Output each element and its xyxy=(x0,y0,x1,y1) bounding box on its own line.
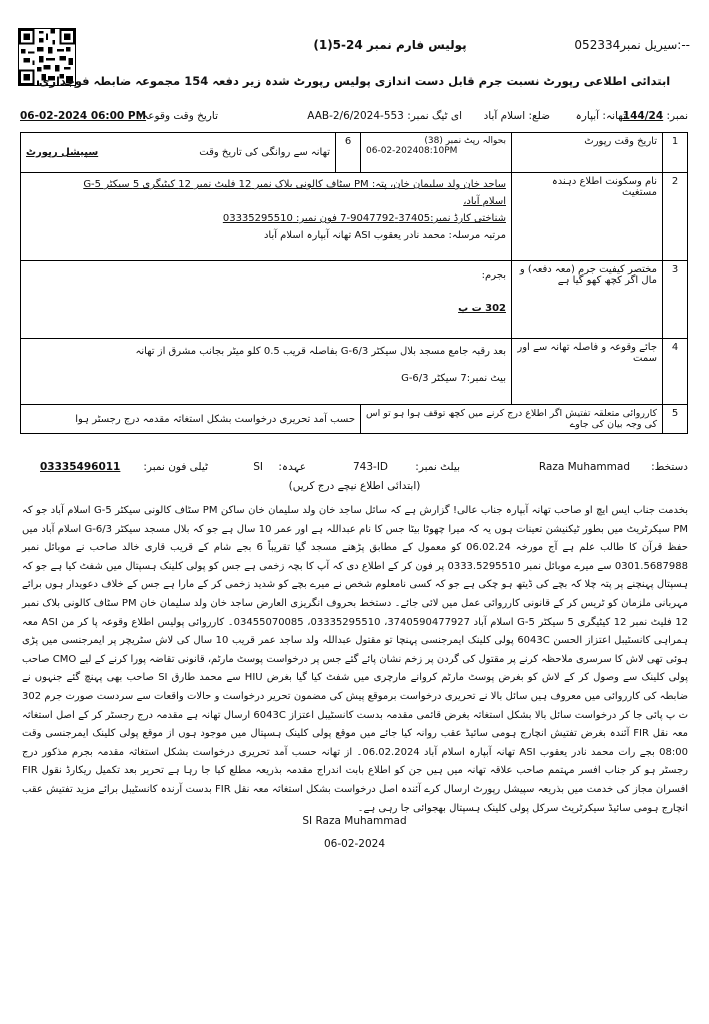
row-number: 4 xyxy=(663,339,688,405)
row-label: نام وسکونت اطلاع دہندہ مستغیث xyxy=(512,173,663,261)
row-place xyxy=(21,339,688,405)
police-station: تھانہ: آبپارہ xyxy=(575,110,626,122)
note-line: (ابتدائی اطلاع نیچے درج کریں) xyxy=(288,480,421,492)
row-report-datetime xyxy=(21,133,688,173)
complainant-details: ساجد خان ولد سلیمان خان، پتہ: PM سٹاف کالونی بلاک نمبر 12 فلیٹ نمبر 12 کیٹیگری 5 سیکٹر G-5 اسلام آباد، شناختی کارڈ نمبر:37405-9047792-7 فون نمبر: 03335295510 مرتبہ مرسلہ: محمد نادر یعقوب ASI تھانہ آبپارہ اسلام آباد xyxy=(21,173,512,261)
phone-label: ٹیلی فون نمبر: xyxy=(143,461,208,473)
rank-label: عہدہ: xyxy=(278,461,306,473)
row-label: مختصر کیفیت جرم (معہ دفعہ) و مال اگر کچھ کھو گیا ہے xyxy=(512,261,663,339)
offence-details: بجرم: 302 ت پ xyxy=(21,261,512,339)
special-report: سپیشل رپورٹ xyxy=(26,147,99,158)
row-number: 3 xyxy=(663,261,688,339)
footer-date: 06-02-2024 xyxy=(323,838,386,850)
belt-label: بیلٹ نمبر: xyxy=(415,461,460,473)
occurrence-datetime: 06-02-2024 06:00 PM xyxy=(20,110,147,122)
signature-row xyxy=(20,461,688,477)
serial-number: 052334سیریل نمبر:-- xyxy=(574,38,690,52)
footer-name: SI Raza Muhammad xyxy=(302,815,407,827)
district: ضلع: اسلام آباد xyxy=(483,110,550,122)
row-label: جائے وقوعہ و فاصلہ تھانہ سے اور سمت xyxy=(512,339,663,405)
fir-table xyxy=(20,132,688,434)
departure-datetime: تھانہ سے روانگی کی تاریخ وقت سپیشل رپورٹ xyxy=(21,133,336,173)
occurrence-datetime-label: تاریخ وقت وقوعہ: xyxy=(138,110,218,122)
row-label: کارروائی متعلقہ تفتیش اگر اطلاع درج کرنے میں کچھ توقف ہوا ہو تو اس کی وجہ بیان کی جاوے xyxy=(361,405,663,434)
phone-number: 03335496011 xyxy=(40,461,121,473)
fir-number: نمبر: 144/24 xyxy=(622,110,688,122)
place-details: بعد رقبہ جامع مسجد بلال سیکٹر G-6/3 بفاصلہ قریب 0.5 کلو میٹر بجانب مشرق از تھانہ بیٹ نمبر:7 سیکٹر G-6/3 xyxy=(21,339,512,405)
signatory-name: Raza Muhammad xyxy=(538,461,630,473)
row-label: تاریخ وقت رپورٹ xyxy=(512,133,663,173)
row-number: 2 xyxy=(663,173,688,261)
rank: SI xyxy=(253,461,263,473)
belt-number: 743-ID xyxy=(352,461,388,473)
etag-number: ای ٹیگ نمبر: AAB-2/6/2024-553 xyxy=(307,110,462,122)
offence-section: 302 ت پ xyxy=(458,303,506,314)
report-reference: بحوالہ رپٹ نمبر (38) 06-02-202408:10PM xyxy=(361,133,512,173)
row-number: 5 xyxy=(663,405,688,434)
row-complainant xyxy=(21,173,688,261)
row-offence xyxy=(21,261,688,339)
document-title: ابتدائی اطلاعی رپورٹ نسبت جرم قابل دست اندازی پولیس رپورٹ شدہ زیر دفعہ 154 مجموعہ ضابطہ فوجداری xyxy=(38,74,671,88)
row-number: 6 xyxy=(336,133,361,173)
complaint-body: بخدمت جناب ایس ایچ او صاحب تھانہ آبپارہ جناب عالی! گزارش ہے کہ سائل ساجد خان ولد سلیمان خان ساکن PM سٹاف کالونی سیکٹر G-5 اسلام آباد جو کہ PM سیکرٹریٹ میں بطور ٹیکنیشن تعینات ہوں یہ کہ میرا چھوٹا بیٹا جس کا نام عبداللہ ہے اور عمر 10 سال ہے جو کہ بلال مسجد سیکٹر G-6/3 اسلام آباد میں حفظ قرآن کا طالب علم ہے آج مورخہ 06.02.24 کو معمول کے مطابق پڑھنے مسجد گیا تقریباً 6 بجے شام کے قریب قاری خالد صاحب نے موبائل نمبر 0301.5687988 سے میرے موبائل نمبر 0333.5295510 پر فون کر کے اطلاع دی کہ آپ کا بچہ زخمی ہے جس کو پولی کلینک ہسپتال میں شفٹ کیا ہے جو کہ ہسپتال پہنچنے پر پتہ چلا کہ بچے کی ڈیتھ ہو چکی ہے جو کہ کسی نامعلوم شخص نے میرے بچے کو شدید زخمی کر کے مارا ہے جس کے خلاف دعویدار ہوں برائے مہربانی ملزمان کو ٹریس کر کے قانونی کارروائی عمل میں لائی جائے۔ دستخط بحروف انگریزی العارض ساجد خان ولد سلیمان خان PM سٹاف کالونی بلاک نمبر 12 فلیٹ نمبر 12 کیٹیگری 5 سیکٹر G-5 اسلام آباد 3740590477927، 03335295510، 03455070085۔ کارروائی پولیس اطلاع وقوعہ پا کر من ASI معہ ہمراہی کانسٹیبل اعتزاز الحسن 6043C پولی کلینک ایمرجنسی پہنچا تو مقتول عبداللہ ولد ساجد عمر قریب 10 سال کی لاش سٹریچر پر ایمرجنسی میں پڑی ہوئی تھی لاش کا سرسری ملاحظہ کرنے پر مقتول کی گردن پر زخم نشان پائے گئے جس پر درخواست پوسٹ مارٹم، قانونی تقاضہ پورا کرنے کے لیے CMO صاحب پولی کلینک سے وصول کر کے لاش کو بغرض پوسٹ مارٹم کروانے مارچری میں شفٹ کیا گیا بغرض HIU سے محمد طارق SI صاحب بھی پہنچ گئے جنہوں نے ضابطہ کی کارروائی میں معروف ہیں سائل بالا نے تحریری درخواست برموقع پیش کی مضمون تحریر درخواست و حالات واقعات سے سردست صورت جرم 302 ت پ پائی جا کر درخواست سائل بالا بشکل استغاثہ بغرض قائمی مقدمہ بدست کانسٹیبل اعتزاز 6043C ارسال تھانہ ہے مقدمہ درج رجسٹر کر کے اصل استغاثہ معہ نقل FIR آئندہ بغرض تفتیش انچارج ہومی سائیڈ عقب روانہ کیا جائے میں موقع پولی کلینک ہسپتال میں موجود ہوں از موقع پولی کلینک ایمرجنسی وقت 08:00 بجے رات محمد نادر یعقوب ASI تھانہ آبپارہ اسلام آباد 06.02.2024۔ از تھانہ حسب آمد تحریری درخواست بشکل استغاثہ مقدمہ بجرم مذکور درج رجسٹر ہو کر جناب افسر مہتمم صاحب علاقہ تھانہ میں ہیں جن کو اطلاع بابت اندراج مقدمہ بذریعہ مطلع کیا جا رہا ہے تحریر بعد تکمیل ریکارڈ نقول FIR افسران مجاز کی خدمت میں بذریعہ سپیشل رپورٹ ارسال کرے آئندہ اصل درخواست بشکل استغاثہ معہ نقل FIR بدست آرندہ کانسٹیبل برائے مزید تفتیش عقب انچارج ہومی سائیڈ سیکرٹریٹ سرکل پولی کلینک ہسپتال بھجوائی جا رہی ہے۔ xyxy=(22,505,689,814)
row-action xyxy=(21,405,688,434)
action-text: حسب آمد تحریری درخواست بشکل استغاثہ مقدمہ درج رجسٹر ہوا xyxy=(21,405,361,434)
form-number: پولیس فارم نمبر 24-5(1) xyxy=(313,38,467,52)
signature-label: دستخط: xyxy=(651,461,688,473)
row-number: 1 xyxy=(663,133,688,173)
